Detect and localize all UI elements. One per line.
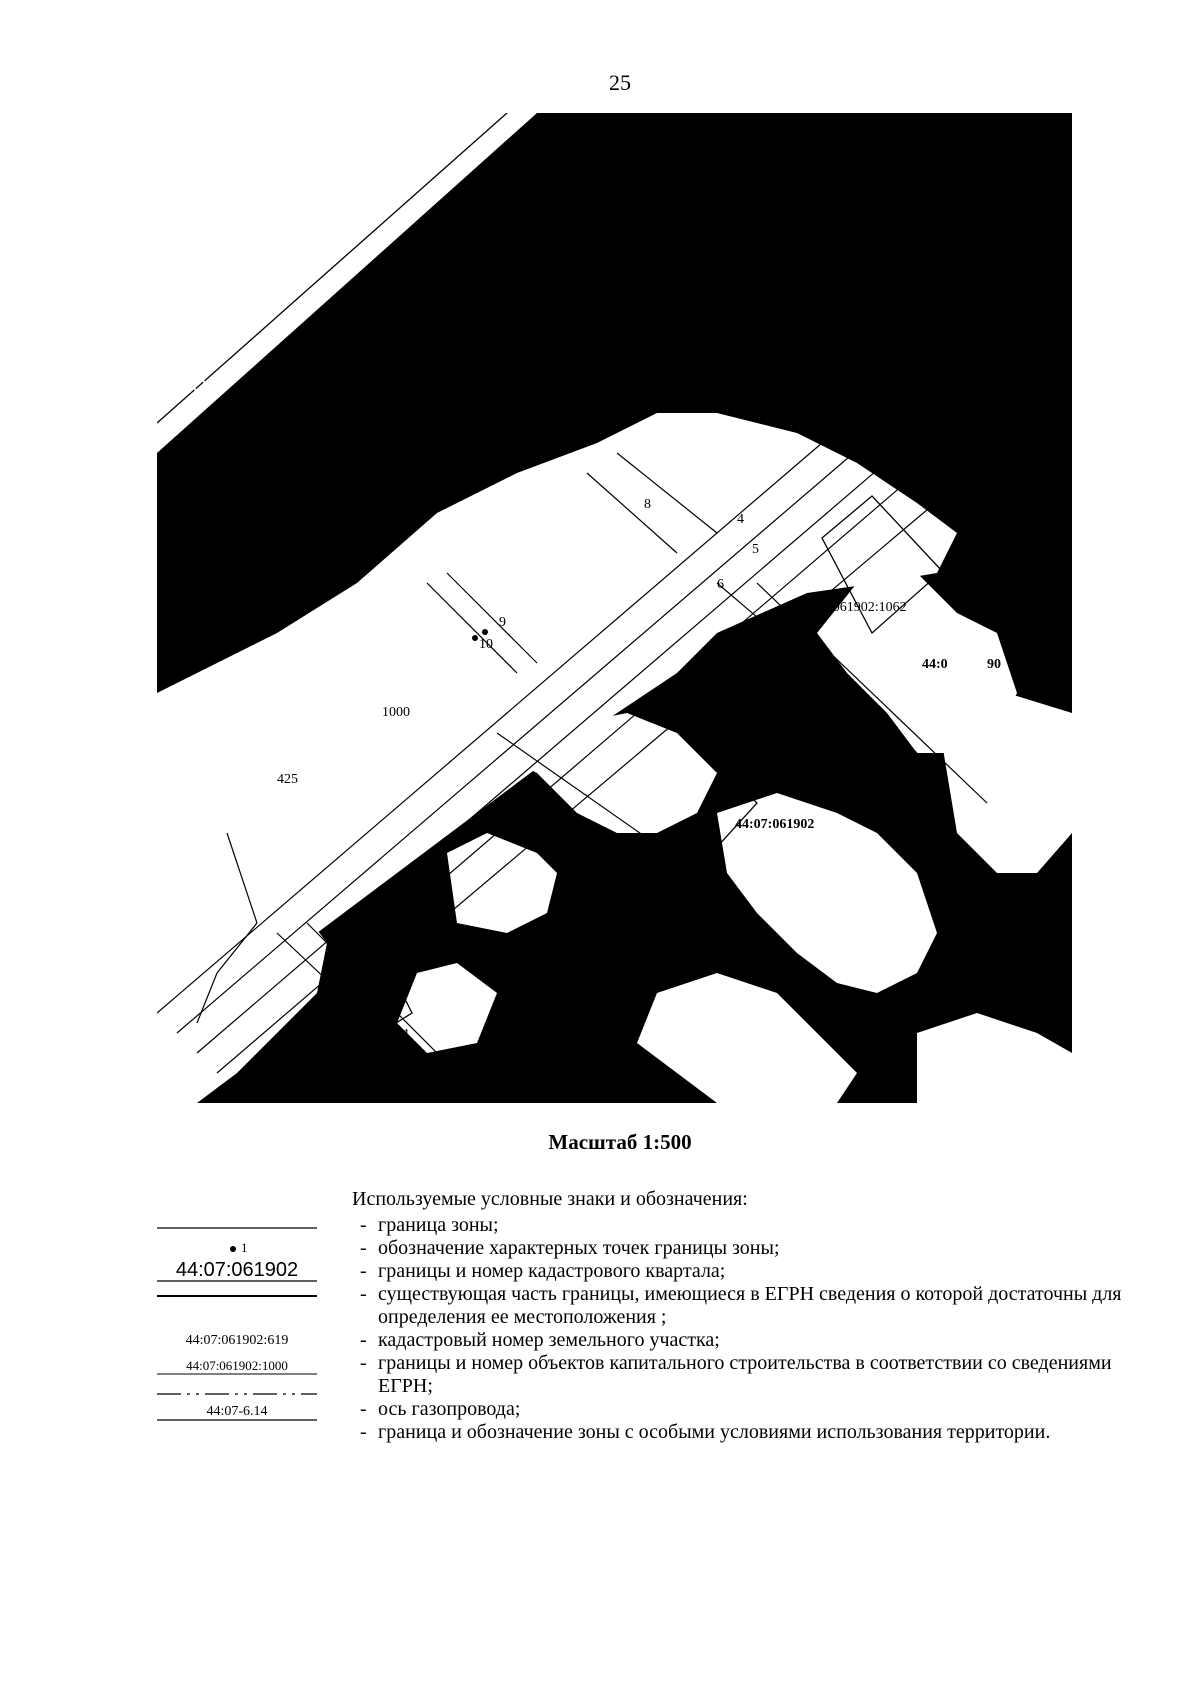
point-label-6: 6 [717, 577, 724, 592]
point-label-2: 2 [742, 774, 749, 789]
legend-building-label: 44:07:061902:1000 [186, 1358, 288, 1373]
object-425-label: 425 [277, 772, 298, 787]
legend-title: Используемые условные знаки и обозначения: [352, 1188, 748, 1210]
parcel-right-label-tail: 90 [987, 657, 1001, 672]
legend-symbols-svg [157, 1208, 319, 1438]
legend-point-label: 1 [241, 1240, 248, 1255]
object-1000-label: 1000 [382, 705, 410, 720]
legend-point-dot [230, 1246, 236, 1252]
legend-parcel-label: 44:07:061902:619 [185, 1333, 289, 1348]
page-number: 25 [609, 70, 631, 95]
map-image [157, 113, 1072, 1103]
point-label-10: 10 [479, 637, 493, 652]
legend-item-gas-axis: - ось газопровода; [360, 1398, 1140, 1421]
legend-item-points: - обозначение характерных точек границы зоны; [360, 1237, 1140, 1260]
legend-item-building: - границы и номер объектов капитального строительства в соответствии со сведениями ЕГРН; [360, 1352, 1140, 1398]
legend-symbols [157, 1208, 319, 1438]
legend-list [360, 1214, 1140, 1444]
map-scale: Масштаб 1:500 [548, 1130, 692, 1154]
parcel-1062-label: 44:07:061902:1062 [797, 600, 907, 615]
road-label: ЮГ [187, 376, 219, 398]
point-label-8: 8 [644, 497, 651, 512]
legend-item-special-zone: - граница и обозначение зоны с особыми условиями использования территории. [360, 1421, 1140, 1444]
legend-item-zone-boundary: - граница зоны; [360, 1214, 1140, 1237]
zone-bottom-left-label: 44:07-6.271 [342, 1027, 411, 1042]
parcel-mid-label: 44:07:061902 [735, 817, 815, 832]
legend-zone-label: 44:07-6.14 [206, 1404, 268, 1419]
cadastral-map[interactable] [157, 113, 1072, 1103]
legend-quarter-label: 44:07:061902 [175, 1259, 299, 1281]
point-label-9: 9 [499, 615, 506, 630]
legend-item-quarter: - границы и номер кадастрового квартала; [360, 1260, 1140, 1283]
parcel-bottom-left-label: 44:07:06 [342, 1004, 392, 1019]
legend-item-existing-boundary: - существующая часть границы, имеющиеся в ЕГРН сведения о которой достаточны для определения ее местоположения ; [360, 1283, 1140, 1329]
parcel-right-label: 44:0 [922, 657, 948, 672]
point-label-4: 4 [737, 512, 744, 527]
point-label-5: 5 [752, 542, 759, 557]
legend-item-parcel-number: - кадастровый номер земельного участка; [360, 1329, 1140, 1352]
